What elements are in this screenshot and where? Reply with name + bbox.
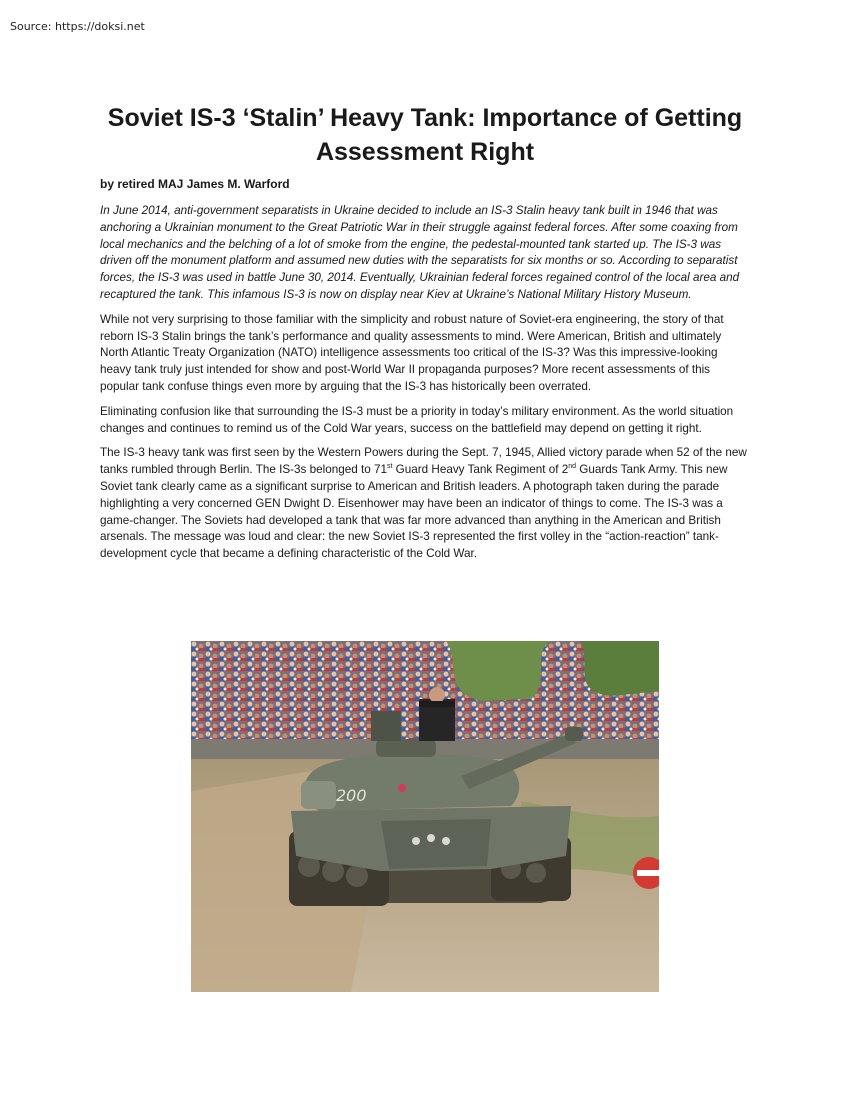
- paragraph-2: Eliminating confusion like that surrounding the IS-3 must be a priority in today’s military environment. As the world situation changes and continues to remind us of the Cold War years, success on the battlefield may depend on getting it right.: [100, 404, 734, 435]
- byline: by retired MAJ James M. Warford: [100, 177, 290, 191]
- paragraph-3-part-b: Guard Heavy Tank Regiment of 2: [392, 463, 569, 477]
- ordinal-st: st: [386, 463, 393, 471]
- tank-illustration: [191, 641, 659, 992]
- tank-pike-nose: [381, 819, 491, 869]
- turret-number: 200: [336, 786, 367, 805]
- paragraph-3-part-c: Guards Tank Army. This new Soviet tank clearly came as a significant surprise to American and British leaders. A photograph taken during the parade highlighting a very concerned GEN Dwight D. Eisenhower may have been an indicator of things to come. The IS-3 was a game-changer. The Soviets had developed a tank that was far more advanced than anything in the American and British arsenals. The message was loud and clear: the new Soviet IS-3 represented the first volley in the “action-reaction” tank-development cycle that became a defining characteristic of the Cold War.: [100, 463, 728, 561]
- red-star: [398, 784, 406, 792]
- article-title: Soviet IS-3 ‘Stalin’ Heavy Tank: Importance of Getting Assessment Right: [107, 104, 743, 166]
- is3-tank-photo: [191, 641, 659, 992]
- paragraph-1: While not very surprising to those familiar with the simplicity and robust nature of Soviet-era engineering, the story of that reborn IS-3 Stalin brings the tank’s performance and quality assessments to mind. Were American, British and ultimately North Atlantic Treaty Organization (NATO) intelligence assessments too critical of the IS-3? Was this impressive-looking heavy tank truly just intended for show and post-World War II propaganda purposes? More recent assessments of this popular tank confuse things even more by arguing that the IS-3 has historically been overrated.: [100, 312, 724, 393]
- ordinal-nd: nd: [568, 463, 577, 471]
- source-line: Source: https://doksi.net: [10, 20, 145, 33]
- intro-paragraph: In June 2014, anti-government separatists in Ukraine decided to include an IS-3 Stalin heavy tank built in 1946 that was anchoring a Ukrainian monument to the Great Patriotic War in their struggle against federal forces. After some coaxing from local mechanics and the belching of a lot of smoke from the engine, the pedestal-mounted tank started up. The IS-3 was driven off the monument platform and assumed new duties with the separatists for six months or so. According to separatist forces, the IS-3 was used in battle June 30, 2014. Eventually, Ukrainian federal forces regained control of the local area and recaptured the tank. This infamous IS-3 is now on display near Kiev at Ukraine’s National Military History Museum.: [100, 204, 740, 301]
- mg-mount: [371, 711, 401, 741]
- tree-right: [581, 641, 659, 696]
- muzzle-brake: [565, 727, 583, 741]
- paragraph-3: [100, 445, 750, 563]
- fuel-drum: [301, 781, 336, 809]
- paragraph-3-part-a: The IS-3 heavy tank was first seen by the Western Powers during the Sept. 7, 1945, Allied victory parade when 52 of the new tanks rumbled through Berlin. The IS-3s belonged to 71: [100, 446, 747, 477]
- article-body: [100, 203, 750, 571]
